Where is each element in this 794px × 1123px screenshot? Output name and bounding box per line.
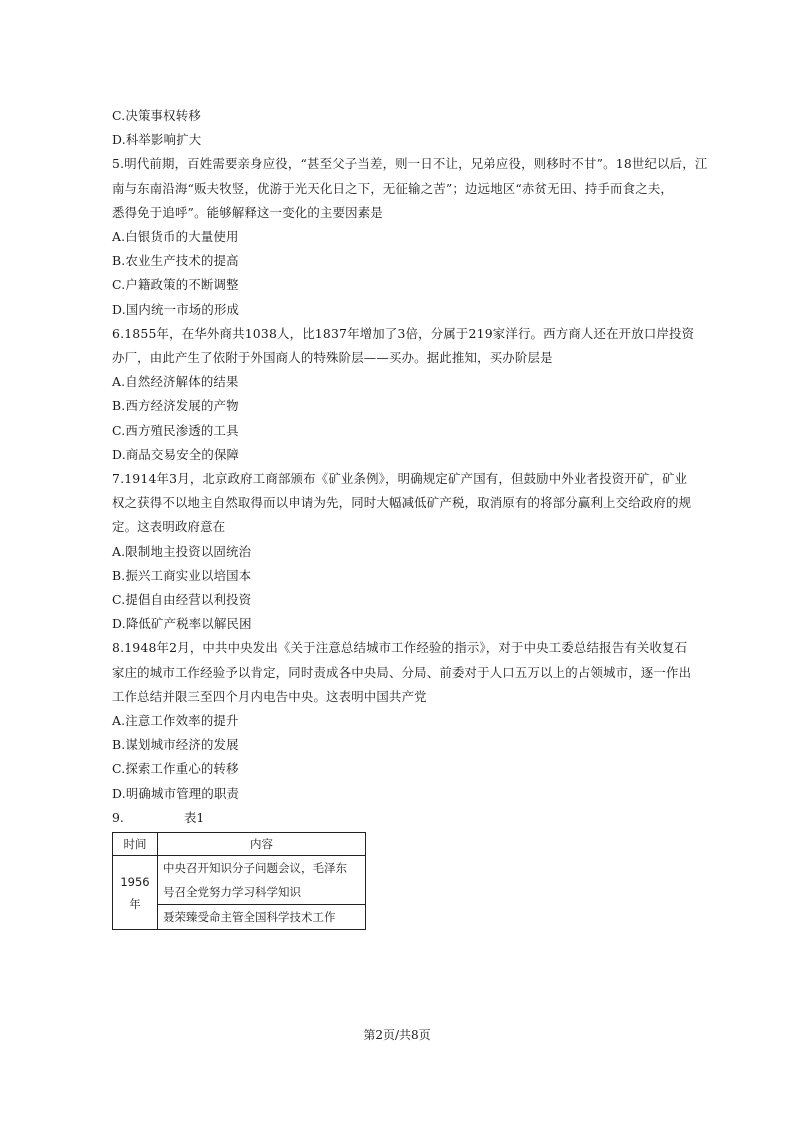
question-8-line-1: 8.1948年2月，中共中央发出《关于注意总结城市工作经验的指示》，对于中央工委总结报告有关收复石 [112, 640, 688, 656]
option-a-q6: A.自然经济解体的结果 [112, 374, 239, 390]
question-8-line-2: 家庄的城市工作经验予以肯定，同时责成各中央局、分局、前委对于人口五万以上的占领城市，逐一作出 [112, 664, 692, 680]
option-d-q5: D.国内统一市场的形成 [112, 301, 240, 317]
option-c-q7: C.提倡自由经营以利投资 [112, 592, 252, 608]
question-7-line-1: 7.1914年3月，北京政府工商部颁布《矿业条例》，明确规定矿产国有，但鼓励中外业者投资开矿，矿业 [112, 471, 688, 487]
question-5-line-2: 南与东南沿海“贩夫牧竖，优游于光天化日之下，无征输之苦”；边远地区“赤贫无田、持手而食之夫， [112, 180, 673, 196]
header-content: 内容 [158, 833, 366, 856]
option-c-q5: C.户籍政策的不断调整 [112, 277, 239, 293]
option-a-q8: A.注意工作效率的提升 [112, 713, 239, 729]
question-9-header [112, 806, 694, 830]
table-cell-content-1 [158, 856, 366, 905]
table-caption: 表1 [184, 809, 205, 825]
cell-1-line-2: 号召全党努力学习科学知识 [163, 885, 301, 900]
cell-1-line-1: 中央召开知识分子问题会议，毛泽东 [163, 861, 347, 876]
option-b-q5: B.农业生产技术的提高 [112, 253, 239, 269]
question-6-line-1: 6.1855年，在华外商共1038人，比1837年增加了3倍，分属于219家洋行。西方商人还在开放口岸投资 [112, 325, 695, 341]
question-5-line-1: 5.明代前期，百姓需要亲身应役，“甚至父子当差，则一日不让，兄弟应役，则移时不甘”。18世纪以后，江 [112, 156, 708, 172]
option-c-q8: C.探索工作重心的转移 [112, 761, 239, 777]
header-time: 时间 [113, 833, 158, 856]
question-5-line-3: 悉得免于追呼”。能够解释这一变化的主要因素是 [112, 204, 383, 220]
option-a-q5: A.白银货币的大量使用 [112, 229, 239, 245]
question-8-line-3: 工作总结并限三至四个月内电告中央。这表明中国共产党 [112, 688, 427, 704]
table-header-row [113, 833, 366, 856]
question-7-line-3: 定。这表明政府意在 [112, 519, 226, 535]
option-c-q6: C.西方殖民渗透的工具 [112, 422, 239, 438]
year-suffix: 年 [129, 896, 141, 911]
table-1 [112, 832, 366, 930]
year-cell [113, 856, 158, 930]
option-a-q7: A.限制地主投资以固统治 [112, 543, 252, 559]
option-d-q7: D.降低矿产税率以解民困 [112, 616, 252, 632]
option-c-q4: C.决策事权转移 [112, 108, 201, 123]
question-9-number: 9. [112, 809, 124, 825]
page-content [112, 104, 708, 930]
question-6-line-2: 办厂，由此产生了依附于外国商人的特殊阶层——买办。据此推知，买办阶层是 [112, 350, 553, 366]
question-7-line-2: 权之获得不以地主自然取得而以申请为先，同时大幅减低矿产税，取消原有的将部分赢利上交给政府的规 [112, 495, 692, 511]
option-d-q4: D.科举影响扩大 [112, 132, 202, 148]
table-row [113, 856, 366, 905]
option-d-q8: D.明确城市管理的职责 [112, 785, 240, 801]
option-b-q7: B.振兴工商实业以培国本 [112, 567, 252, 583]
option-b-q8: B.谋划城市经济的发展 [112, 737, 239, 753]
option-d-q6: D.商品交易安全的保障 [112, 446, 240, 462]
table-cell-content-2 [158, 905, 366, 930]
year-number: 1956 [120, 874, 150, 889]
cell-2-line-1: 聂荣臻受命主管全国科学技术工作 [163, 910, 336, 925]
option-b-q6: B.西方经济发展的产物 [112, 398, 239, 414]
page-footer: 第2页/共8页 [363, 1028, 431, 1042]
